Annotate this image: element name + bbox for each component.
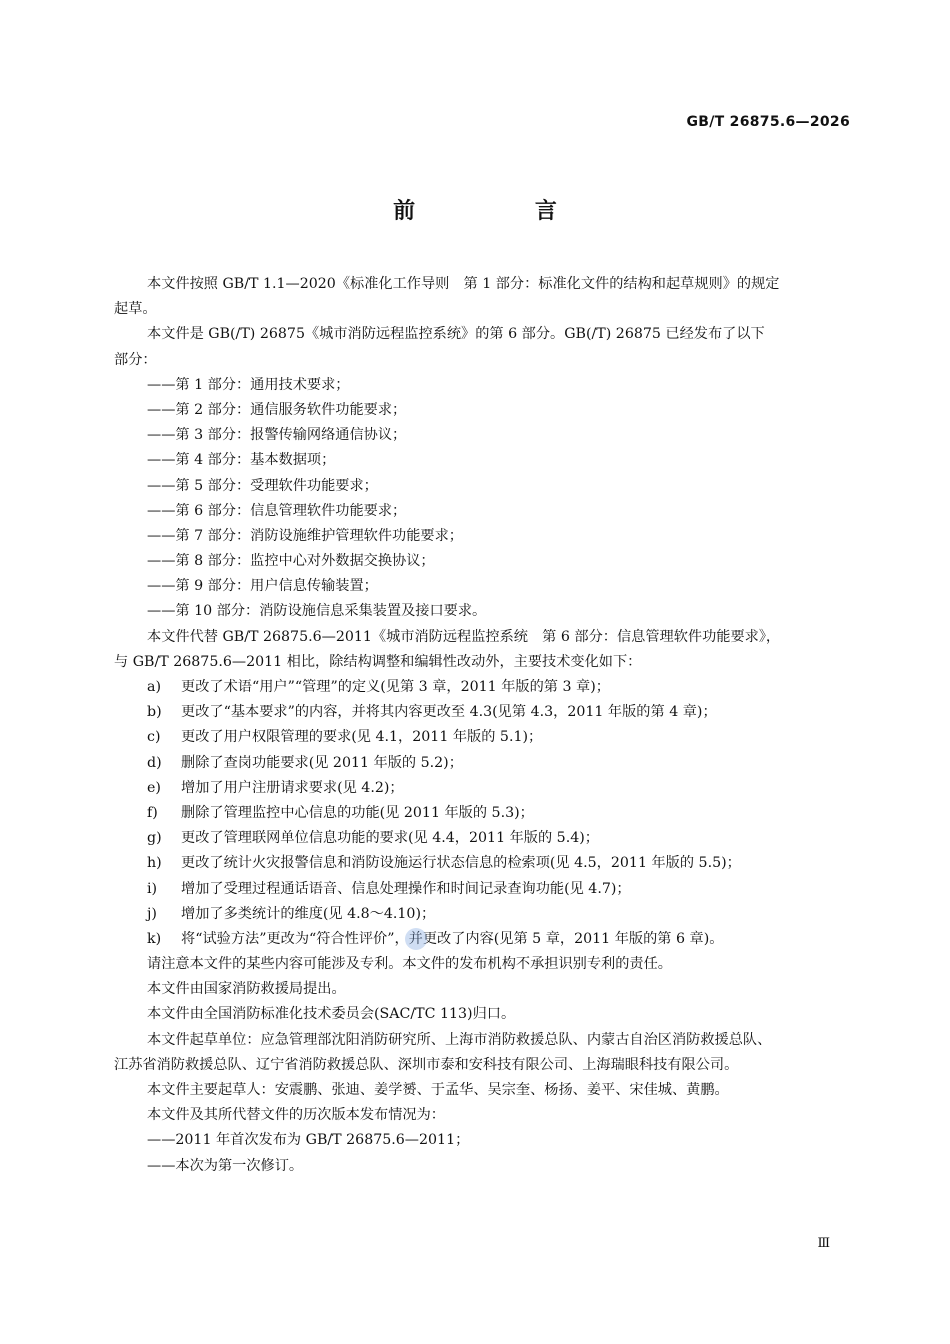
part-list-item: ——第 9 部分：用户信息传输装置；	[147, 578, 378, 595]
paragraph-line: 本文件按照 GB/T 1.1—2020《标准化工作导则 第 1 部分：标准化文件的结构和起草规则》的规定	[147, 276, 780, 292]
list-text: 更改了统计火灾报警信息和消防设施运行状态信息的检索项(见 4.5，2011 年版的 5.5)；	[181, 855, 741, 872]
list-marker: i)	[147, 880, 158, 897]
drafting-units-line: 江苏省消防救援总队、辽宁省消防救援总队、深圳市泰和安科技有限公司、上海瑞眼科技有限公司。	[114, 1056, 739, 1073]
part-list-item: ——第 4 部分：基本数据项；	[147, 452, 336, 469]
patent-notice: 请注意本文件的某些内容可能涉及专利。本文件的发布机构不承担识别专利的责任。	[147, 956, 672, 973]
change-list-item	[114, 877, 850, 902]
change-list-item	[114, 725, 850, 750]
change-list-item	[114, 776, 850, 801]
list-text: 增加了多类统计的维度(见 4.8～4.10)；	[181, 905, 436, 922]
list-text: 更改了用户权限管理的要求(见 4.1，2011 年版的 5.1)；	[181, 729, 543, 746]
list-marker: d)	[147, 754, 162, 771]
document-number: GB/T 26875.6—2026	[686, 114, 850, 130]
part-list-item: ——第 1 部分：通用技术要求；	[147, 376, 350, 393]
part-list-item: ——第 3 部分：报警传输网络通信协议；	[147, 427, 407, 444]
change-list-item	[114, 675, 850, 700]
list-marker: a)	[147, 679, 161, 695]
history-intro: 本文件及其所代替文件的历次版本发布情况为：	[147, 1107, 445, 1124]
change-list-item	[114, 801, 850, 826]
list-marker: h)	[147, 855, 162, 872]
list-text: 更改了术语“用户”“管理”的定义(见第 3 章，2011 年版的第 3 章)；	[181, 679, 610, 695]
main-drafters: 本文件主要起草人：安震鹏、张迪、姜学赟、于孟华、吴宗奎、杨扬、姜平、宋佳城、黄鹏。	[147, 1082, 729, 1098]
drafting-units-line: 本文件起草单位：应急管理部沈阳消防研究所、上海市消防救援总队、内蒙古自治区消防救援总队、	[147, 1031, 772, 1048]
paragraph-line: 起草。	[114, 301, 157, 318]
history-item: ——2011 年首次发布为 GB/T 26875.6—2011；	[147, 1132, 470, 1149]
list-marker: b)	[147, 704, 162, 721]
document-body	[114, 272, 850, 1179]
part-list-item: ——第 2 部分：通信服务软件功能要求；	[147, 401, 407, 418]
list-text: 将“试验方法”更改为“符合性评价”，并更改了内容(见第 5 章，2011 年版的第 6 章)。	[181, 930, 724, 947]
list-text: 增加了受理过程通话语音、信息处理操作和时间记录查询功能(见 4.7)；	[181, 880, 631, 897]
paragraph-line: 本文件代替 GB/T 26875.6—2011《城市消防远程监控系统 第 6 部分：信息管理软件功能要求》，	[147, 628, 781, 645]
part-list-item: ——第 6 部分：信息管理软件功能要求；	[147, 502, 407, 519]
change-list-item	[114, 751, 850, 776]
watermark-dot-icon	[405, 928, 427, 950]
change-list-item	[114, 700, 850, 725]
change-list-item	[114, 927, 850, 952]
list-marker: g)	[147, 830, 162, 847]
part-list-item: ——第 7 部分：消防设施维护管理软件功能要求；	[147, 527, 463, 544]
part-list-item: ——第 5 部分：受理软件功能要求；	[147, 477, 378, 494]
change-list-item	[114, 826, 850, 851]
paragraph-line: 本文件是 GB(/T) 26875《城市消防远程监控系统》的第 6 部分。GB(/T) 26875 已经发布了以下	[147, 326, 765, 343]
list-text: 删除了管理监控中心信息的功能(见 2011 年版的 5.3)；	[181, 804, 534, 821]
page-title: 前 言	[393, 199, 613, 224]
part-list-item: ——第 8 部分：监控中心对外数据交换协议；	[147, 553, 435, 570]
list-text: 增加了用户注册请求要求(见 4.2)；	[181, 779, 404, 796]
list-marker: e)	[147, 779, 161, 796]
list-marker: j)	[147, 905, 157, 922]
list-text: 更改了“基本要求”的内容，并将其内容更改至 4.3(见第 4.3，2011 年版的第 4 章)；	[181, 704, 717, 721]
list-marker: k)	[147, 930, 162, 947]
page-number: Ⅲ	[817, 1236, 830, 1251]
part-list-item: ——第 10 部分：消防设施信息采集装置及接口要求。	[147, 603, 487, 620]
list-marker: c)	[147, 729, 161, 746]
paragraph-line: 部分：	[114, 351, 157, 368]
centralized-statement: 本文件由全国消防标准化技术委员会(SAC/TC 113)归口。	[147, 1006, 516, 1023]
change-list-item	[114, 851, 850, 876]
history-item: ——本次为第一次修订。	[147, 1157, 304, 1174]
list-marker: f)	[147, 804, 158, 821]
list-text: 删除了查岗功能要求(见 2011 年版的 5.2)；	[181, 754, 463, 771]
paragraph-line: 与 GB/T 26875.6—2011 相比，除结构调整和编辑性改动外，主要技术变化如下：	[114, 653, 642, 670]
proposer-statement: 本文件由国家消防救援局提出。	[147, 981, 346, 998]
list-text: 更改了管理联网单位信息功能的要求(见 4.4，2011 年版的 5.4)；	[181, 830, 599, 847]
change-list-item	[114, 902, 850, 927]
